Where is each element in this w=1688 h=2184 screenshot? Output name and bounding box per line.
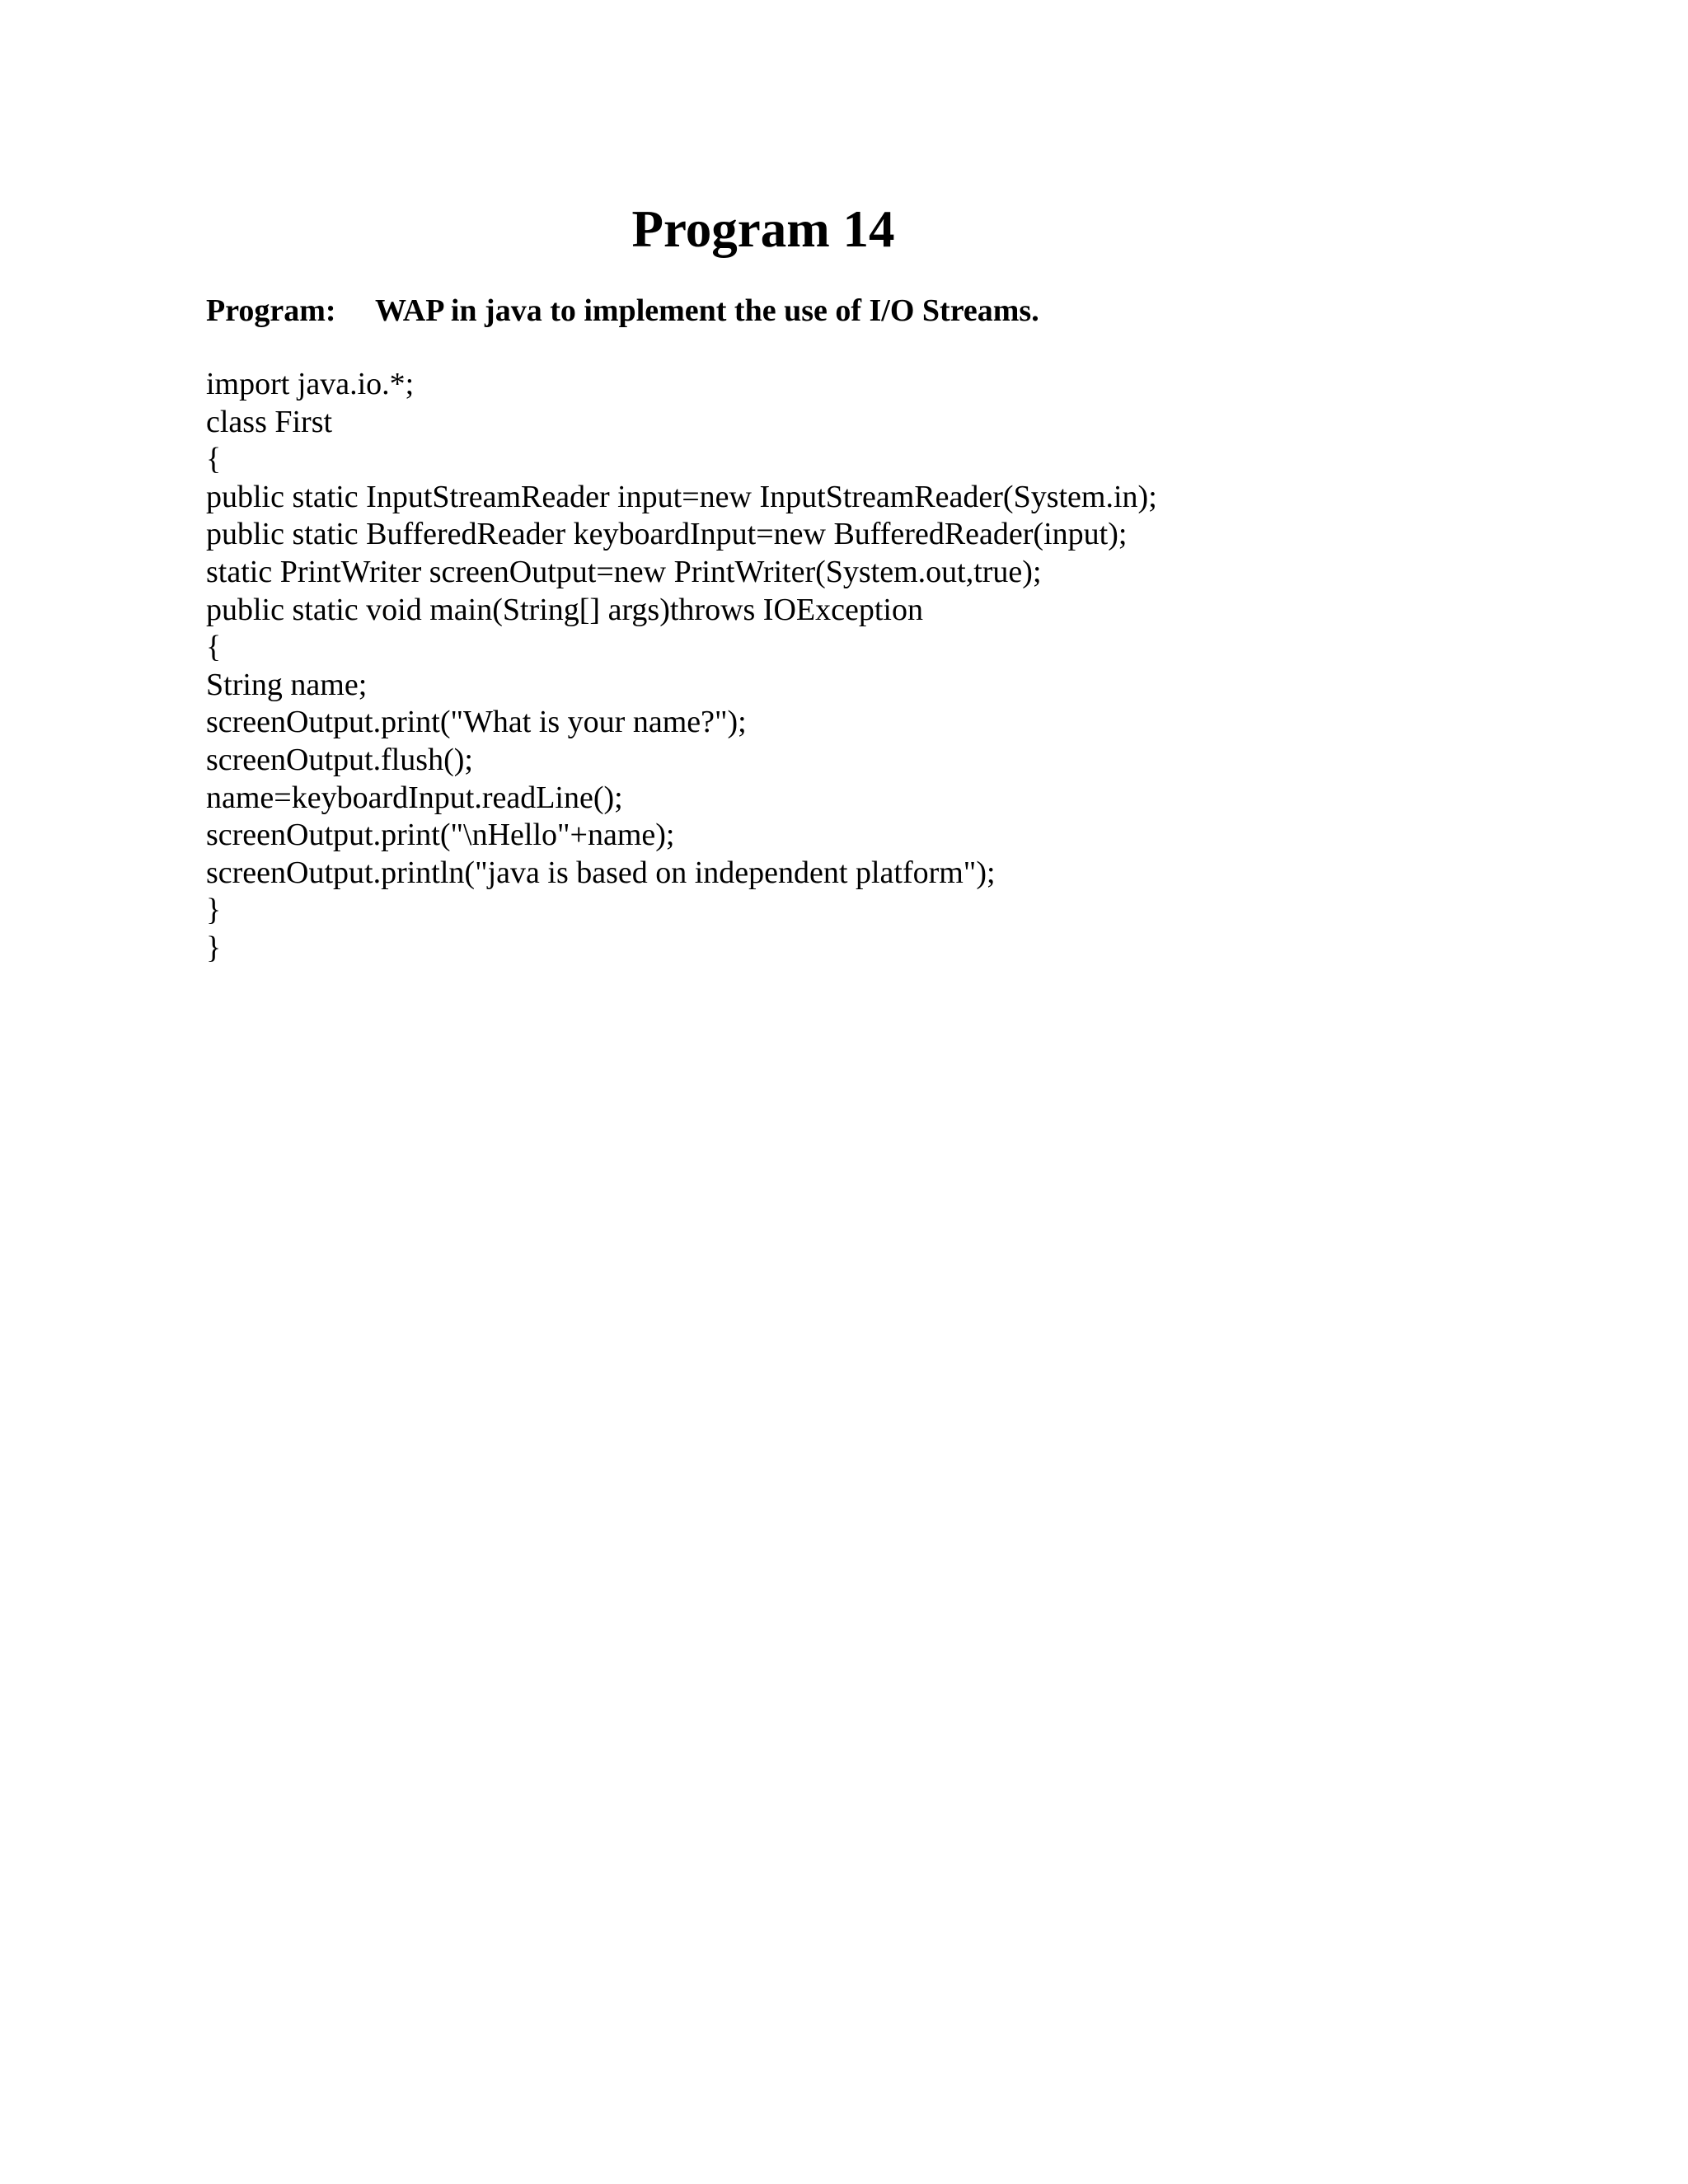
code-line: name=keyboardInput.readLine(); — [206, 780, 623, 815]
code-line: { — [206, 442, 222, 477]
program-label: Program: — [206, 293, 336, 328]
code-line: public static BufferedReader keyboardInput=new BufferedReader(input); — [206, 517, 1128, 552]
code-line: screenOutput.flush(); — [206, 742, 473, 777]
page-title: Program 14 — [631, 200, 895, 258]
code-line: class First — [206, 404, 333, 439]
code-line: screenOutput.print("What is your name?"); — [206, 705, 747, 740]
program-statement-line — [206, 290, 1039, 331]
code-line: String name; — [206, 667, 368, 702]
code-listing — [206, 366, 1157, 968]
program-statement: WAP in java to implement the use of I/O Streams. — [375, 293, 1039, 328]
code-line: static PrintWriter screenOutput=new PrintWriter(System.out,true); — [206, 554, 1042, 589]
code-line: screenOutput.print("\nHello"+name); — [206, 818, 675, 853]
code-line: public static void main(String[] args)throws IOException — [206, 592, 923, 627]
code-line: } — [206, 930, 222, 965]
code-line: } — [206, 893, 222, 928]
code-line: import java.io.*; — [206, 367, 415, 401]
code-line: public static InputStreamReader input=new InputStreamReader(System.in); — [206, 479, 1157, 514]
code-line: screenOutput.println("java is based on independent platform"); — [206, 855, 996, 890]
code-line: { — [206, 630, 222, 665]
